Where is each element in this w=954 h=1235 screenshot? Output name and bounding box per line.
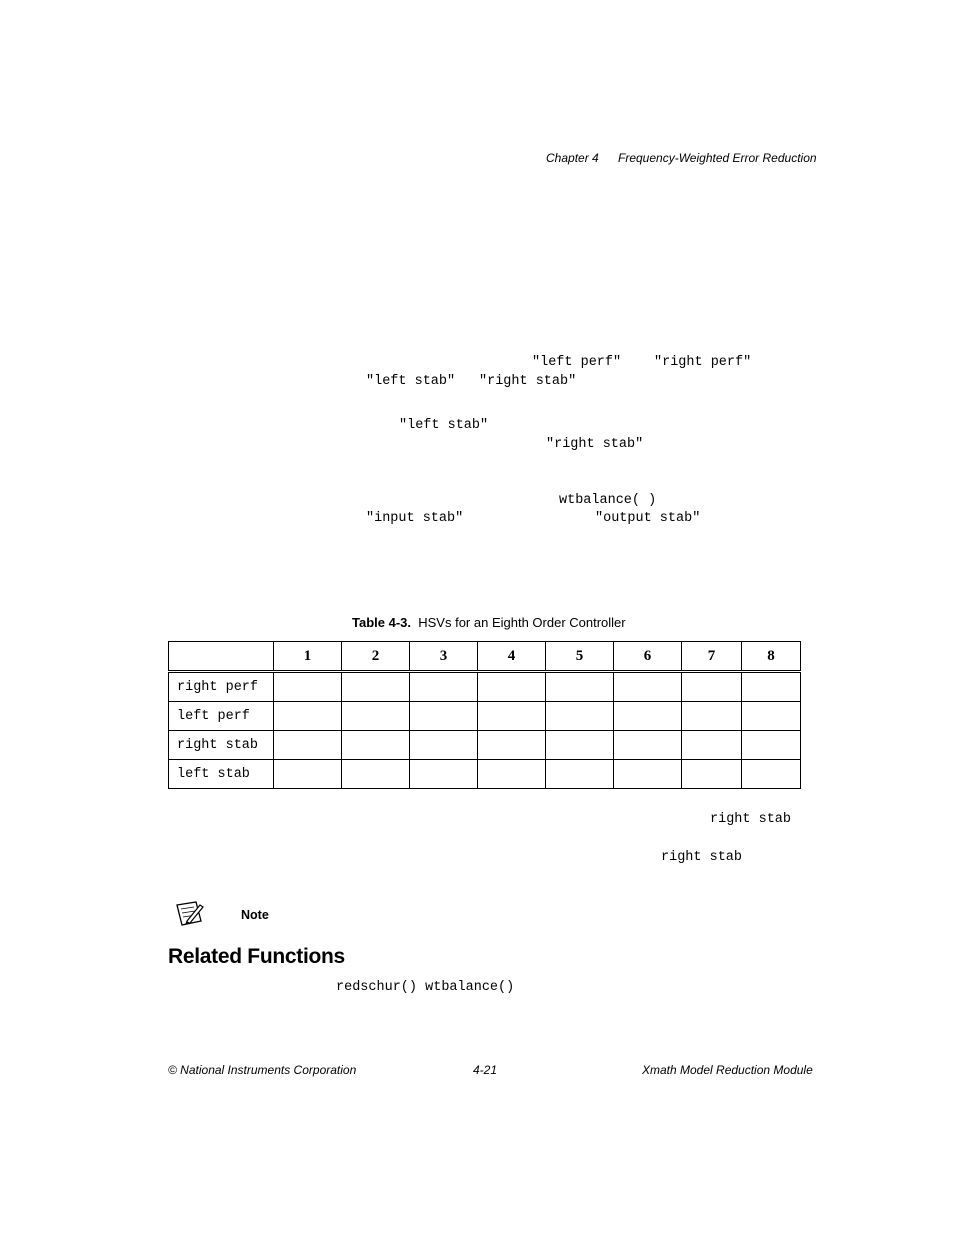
- table-header-cell: 1: [274, 642, 342, 672]
- table-cell: [478, 760, 546, 789]
- hsv-table: [168, 641, 801, 789]
- table-cell: [342, 760, 410, 789]
- table-cell: [410, 731, 478, 760]
- table-cell: [742, 702, 801, 731]
- code-left-perf: "left perf": [532, 355, 622, 370]
- row-label: right perf: [169, 672, 274, 702]
- table-header-cell: [169, 642, 274, 672]
- table-caption-label: Table 4-3.: [352, 615, 412, 630]
- code-input-stab: "input stab": [366, 511, 464, 526]
- row-label: left stab: [169, 760, 274, 789]
- table-header-cell: 2: [342, 642, 410, 672]
- table-cell: [682, 672, 742, 702]
- table-row: [169, 672, 801, 702]
- table-cell: [274, 760, 342, 789]
- table-cell: [614, 731, 682, 760]
- code-right-stab-2: "right stab": [546, 437, 644, 452]
- table-cell: [742, 672, 801, 702]
- table-header-cell: 3: [410, 642, 478, 672]
- table-cell: [410, 760, 478, 789]
- header-title: Frequency-Weighted Error Reduction: [618, 151, 817, 165]
- table-cell: [682, 702, 742, 731]
- table-cell: [614, 672, 682, 702]
- table-cell: [342, 702, 410, 731]
- table-row: [169, 731, 801, 760]
- code-wtbalance: wtbalance( ): [559, 493, 657, 508]
- table-cell: [342, 672, 410, 702]
- code-right-perf: "right perf": [654, 355, 752, 370]
- table-cell: [478, 702, 546, 731]
- header-chapter: Chapter 4: [546, 151, 599, 165]
- table-header-cell: 7: [682, 642, 742, 672]
- table-cell: [546, 672, 614, 702]
- table-cell: [614, 702, 682, 731]
- table-header-cell: 4: [478, 642, 546, 672]
- row-label: right stab: [169, 731, 274, 760]
- table-header-cell: 5: [546, 642, 614, 672]
- table-cell: [546, 702, 614, 731]
- table-row: [169, 760, 801, 789]
- related-functions-heading: Related Functions: [168, 945, 345, 968]
- table-cell: [342, 731, 410, 760]
- table-cell: [274, 672, 342, 702]
- table-cell: [614, 760, 682, 789]
- table-row: [169, 702, 801, 731]
- table-cell: [410, 702, 478, 731]
- code-left-stab-2: "left stab": [399, 418, 489, 433]
- code-left-stab: "left stab": [366, 374, 456, 389]
- code-output-stab: "output stab": [595, 511, 701, 526]
- table-caption: [352, 615, 626, 630]
- note-pencil-icon: [174, 899, 206, 929]
- table-header-cell: 8: [742, 642, 801, 672]
- table-header-row: [169, 642, 801, 672]
- note-label: Note: [241, 908, 269, 922]
- table-cell: [682, 731, 742, 760]
- table-cell: [478, 731, 546, 760]
- table-cell: [546, 731, 614, 760]
- table-cell: [274, 702, 342, 731]
- footer-manual-title: Xmath Model Reduction Module: [642, 1063, 813, 1077]
- table-caption-text: HSVs for an Eighth Order Controller: [418, 615, 626, 630]
- table-cell: [742, 760, 801, 789]
- code-right-stab: "right stab": [479, 374, 577, 389]
- row-label: left perf: [169, 702, 274, 731]
- related-functions-list: redschur() wtbalance(): [336, 980, 515, 995]
- table-cell: [742, 731, 801, 760]
- code-right-stab-3: right stab: [710, 812, 792, 827]
- footer-copyright: © National Instruments Corporation: [168, 1063, 357, 1077]
- footer-page-number: 4-21: [473, 1063, 498, 1077]
- code-right-stab-4: right stab: [661, 850, 743, 865]
- table-cell: [546, 760, 614, 789]
- table-cell: [682, 760, 742, 789]
- table-header-cell: 6: [614, 642, 682, 672]
- table-cell: [478, 672, 546, 702]
- table-cell: [410, 672, 478, 702]
- table-cell: [274, 731, 342, 760]
